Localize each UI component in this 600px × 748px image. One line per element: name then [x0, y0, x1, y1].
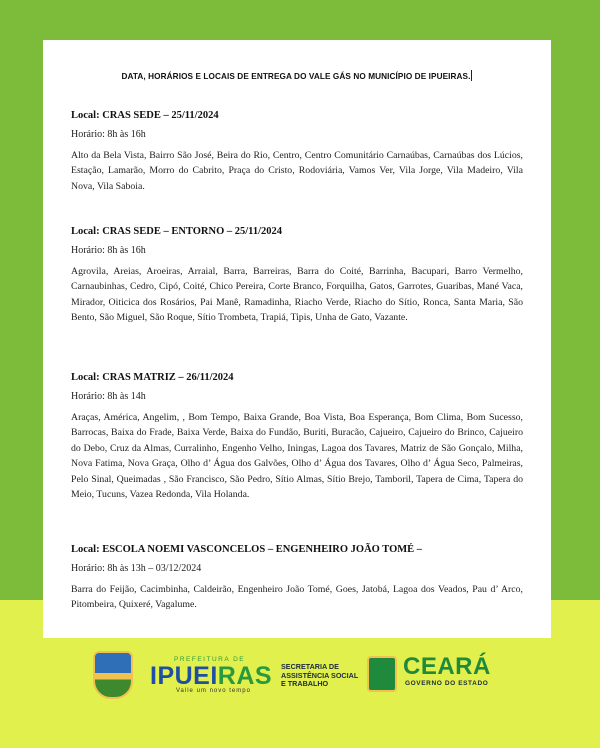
- section-locations: Barra do Feijão, Cacimbinha, Caldeirão, Engenheiro João Tomé, Goes, Jatobá, Lagoa dos Veados, Pau d’ Arco, Pitombeira, Quixeré, Vagalume.: [71, 584, 523, 611]
- section-time: Horário: 8h às 13h – 03/12/2024: [71, 563, 202, 574]
- section-heading: Local: ESCOLA NOEMI VASCONCELOS – ENGENHEIRO JOÃO TOMÉ –: [71, 544, 423, 555]
- document-page: [43, 40, 551, 638]
- section-cras-sede: [71, 110, 523, 194]
- ipueiras-slogan: Valle um novo tempo: [176, 688, 251, 694]
- section-cras-sede-entorno: [71, 226, 523, 326]
- section-heading: Local: CRAS MATRIZ – 26/11/2024: [71, 372, 234, 383]
- section-heading: Local: CRAS SEDE – ENTORNO – 25/11/2024: [71, 226, 282, 237]
- section-time: Horário: 8h às 16h: [71, 129, 146, 140]
- governo-label: GOVERNO DO ESTADO: [405, 680, 489, 687]
- section-locations: Alto da Bela Vista, Bairro São José, Beira do Rio, Centro, Centro Comunitário Carnaúbas, Carnaúbas dos Lúcios, Estação, Lamarão, Morro do Cabrito, Praça do Cristo, Rodoviária, Vamos Ver, Vila Jorge, Vila Madeiro, Vila Nova, Vila Saboia.: [71, 150, 523, 192]
- section-locations: Agrovila, Areias, Aroeiras, Arraial, Barra, Barreiras, Barra do Coité, Barrinha, Bacupari, Barro Vermelho, Carnaubinhas, Cedro, Cipó, Coité, Chico Pereira, Corte Branco, Forquilha, Gatos, Garrotes, Guaribas, Mané Vaca, Mirador, Oiticica dos Rosários, Pai Manê, Ramadinha, Riacho Verde, Riacho do Sítio, Ronca, Santa Maria, São Bento, São Miguel, São Roque, Sítio Trombeta, Trapiá, Tipis, Unha de Gato, Vazante.: [71, 266, 523, 324]
- section-cras-matriz: [71, 372, 523, 502]
- section-locations: Araças, América, Angelim, , Bom Tempo, Baixa Grande, Boa Vista, Boa Esperança, Bom Clima, Bom Sucesso, Barrocas, Baixa do Frade, Baixa Verde, Baixa do Fundão, Buriti, Buracão, Cajueiro, Cajueiro do Brinco, Cajueiro do Debo, Cruz da Almas, Curralinho, Engenho Velho, Iningas, Lagoa dos Tavares, Matriz de São Gonçalo, Milha, Nova Fatima, Nova Graça, Olho d’ Água dos Galvões, Olho d’ Água dos Tavares, Olho d’ Água Seco, Palmeiras, Pelo Sinal, Queimadas , São Francisco, São Pedro, Sítio Almas, Sítio Brejo, Tamboril, Tapera de Cima, Tapera do Meio, Tucuns, Vazea Redonda, Vila Holanda.: [71, 412, 523, 501]
- ipueiras-logo: IPUEIRAS: [150, 662, 273, 690]
- section-escola-noemi: [71, 544, 523, 613]
- document-title: DATA, HORÁRIOS E LOCAIS DE ENTREGA DO VALE GÁS NO MUNICÍPIO DE IPUEIRAS.: [121, 72, 471, 81]
- text-cursor: [471, 70, 472, 81]
- ipueiras-crest-icon: [93, 651, 133, 699]
- section-heading: Local: CRAS SEDE – 25/11/2024: [71, 110, 219, 121]
- prefeitura-label: PREFEITURA DE: [174, 656, 246, 663]
- footer-logos: [0, 640, 600, 748]
- secretaria-logo: SECRETARIA DE ASSISTÊNCIA SOCIAL E TRABALHO: [281, 662, 359, 688]
- ceara-badge-icon: [367, 656, 397, 692]
- ceara-logo: CEARÁ: [403, 653, 491, 680]
- section-time: Horário: 8h às 16h: [71, 245, 146, 256]
- section-time: Horário: 8h às 14h: [71, 391, 146, 402]
